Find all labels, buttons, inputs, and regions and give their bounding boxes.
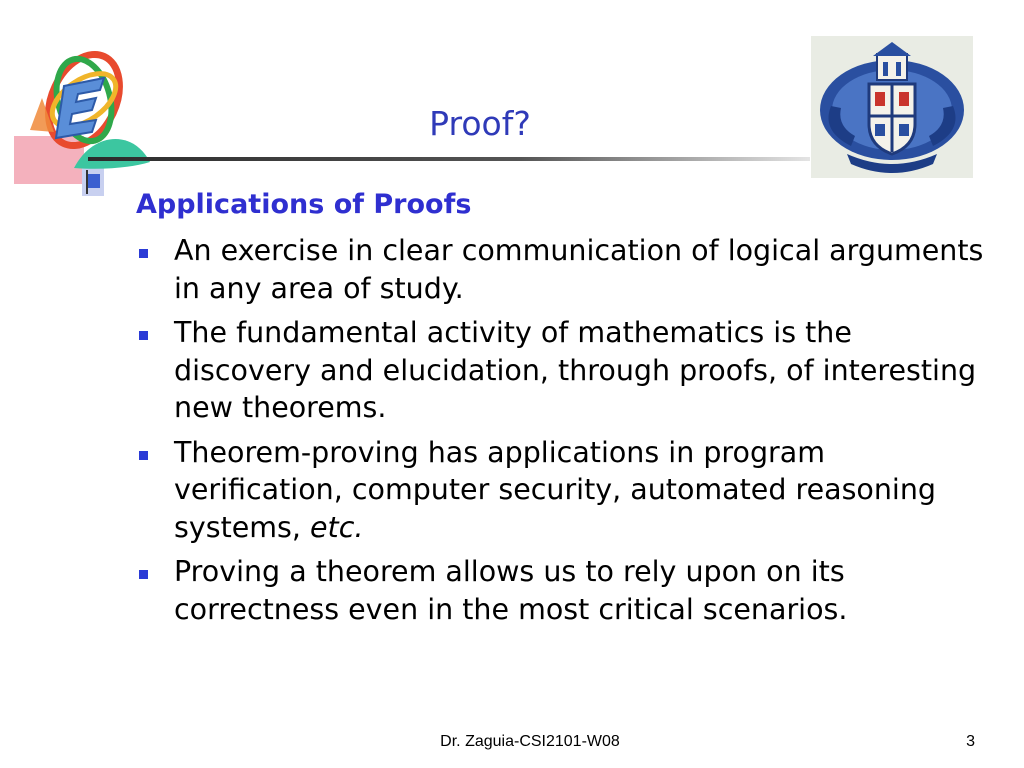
bullet-text: Theorem-proving has applications in program verification, computer security, automated reasoning systems, <box>174 435 936 544</box>
bullet-text: An exercise in clear communication of logical arguments in any area of study. <box>174 234 984 305</box>
square-bullet-icon <box>139 451 148 460</box>
bullet-text: Proving a theorem allows us to rely upon on its correctness even in the most critical scenarios. <box>174 555 848 626</box>
slide-footer: Dr. Zaguia-CSI2101-W08 <box>440 733 620 750</box>
square-bullet-icon <box>139 331 148 340</box>
slide-title: Proof? <box>429 104 531 143</box>
bullet-italic-text: etc. <box>310 510 364 544</box>
bullet-list <box>136 232 996 635</box>
bullet-item <box>136 553 996 628</box>
square-bullet-icon <box>139 249 148 258</box>
bullet-item <box>136 314 996 427</box>
slide-subtitle: Applications of Proofs <box>136 189 472 220</box>
page-number: 3 <box>966 733 975 750</box>
bullet-item <box>136 232 996 307</box>
university-crest-icon <box>811 36 973 178</box>
bullet-item <box>136 434 996 547</box>
title-rule-tick <box>86 170 88 194</box>
square-bullet-icon <box>139 570 148 579</box>
bullet-text: The fundamental activity of mathematics is the discovery and elucidation, through proofs, of interesting new theorems. <box>174 316 977 424</box>
title-underline <box>88 157 810 161</box>
